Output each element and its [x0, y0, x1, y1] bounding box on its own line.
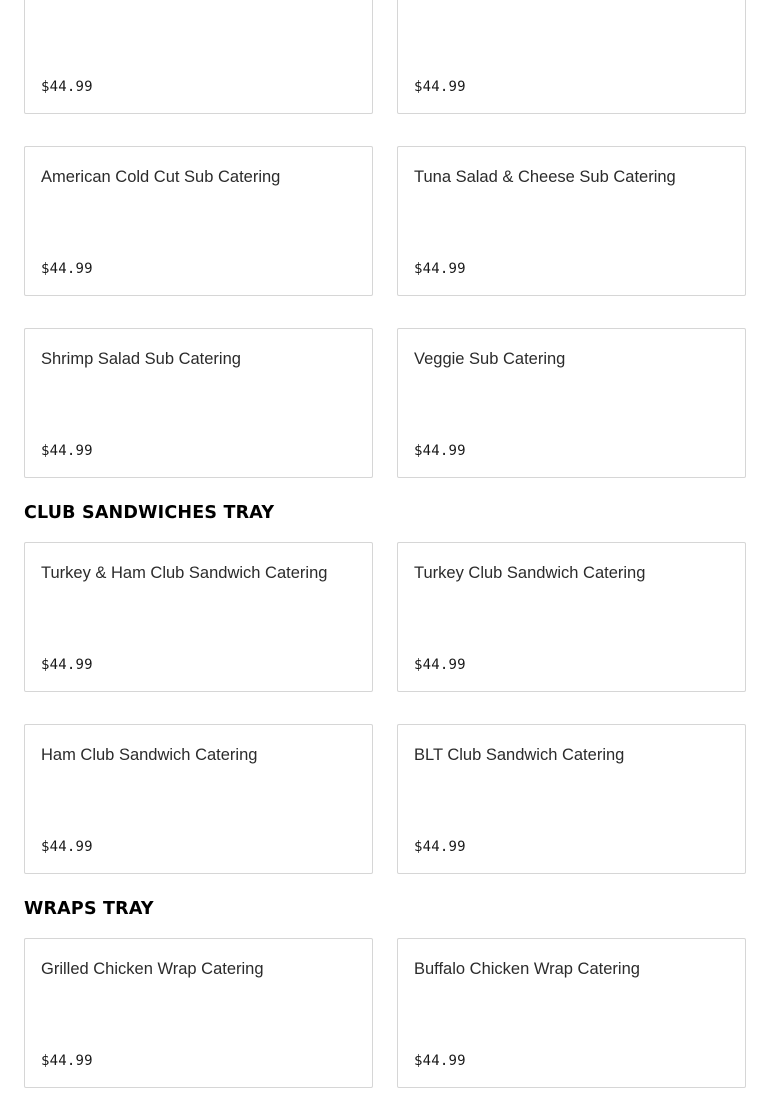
menu-item-name: Grilled Chicken Wrap Catering: [41, 960, 264, 978]
menu-item-card[interactable]: [24, 542, 373, 692]
menu-item-price: $44.99: [41, 443, 93, 459]
menu-item-price: $44.99: [41, 1053, 93, 1069]
menu-item-name: Turkey Club Sandwich Catering: [414, 564, 646, 582]
menu-item-card[interactable]: [397, 0, 746, 114]
menu-item-price: $44.99: [414, 443, 466, 459]
menu-item-price: $44.99: [414, 1053, 466, 1069]
menu-item-name: BLT Club Sandwich Catering: [414, 746, 625, 764]
menu-item-card[interactable]: [24, 0, 373, 114]
menu-item-name: Veggie Sub Catering: [414, 350, 566, 368]
menu-item-card[interactable]: [397, 724, 746, 874]
menu-item-price: $44.99: [41, 839, 93, 855]
menu-item-price: $44.99: [414, 839, 466, 855]
menu-item-price: $44.99: [414, 79, 466, 95]
menu-item-name: American Cold Cut Sub Catering: [41, 168, 281, 186]
menu-item-name: Ham Club Sandwich Catering: [41, 746, 258, 764]
section-title-wraps: WRAPS TRAY: [24, 899, 154, 919]
menu-item-price: $44.99: [414, 657, 466, 673]
menu-item-price: $44.99: [41, 261, 93, 277]
menu-item-name: Tuna Salad & Cheese Sub Catering: [414, 168, 676, 186]
menu-item-card[interactable]: [24, 328, 373, 478]
menu-item-card[interactable]: [397, 146, 746, 296]
menu-item-card[interactable]: [397, 542, 746, 692]
menu-item-card[interactable]: [24, 146, 373, 296]
menu-item-price: $44.99: [414, 261, 466, 277]
section-title-club-sandwiches: CLUB SANDWICHES TRAY: [24, 503, 275, 523]
menu-item-card[interactable]: [397, 938, 746, 1088]
menu-item-name: Shrimp Salad Sub Catering: [41, 350, 241, 368]
menu-item-name: Turkey & Ham Club Sandwich Catering: [41, 564, 328, 582]
menu-item-card[interactable]: [397, 328, 746, 478]
menu-item-price: $44.99: [41, 657, 93, 673]
menu-item-card[interactable]: [24, 938, 373, 1088]
menu-item-price: $44.99: [41, 79, 93, 95]
menu-item-name: Buffalo Chicken Wrap Catering: [414, 960, 640, 978]
menu-item-card[interactable]: [24, 724, 373, 874]
